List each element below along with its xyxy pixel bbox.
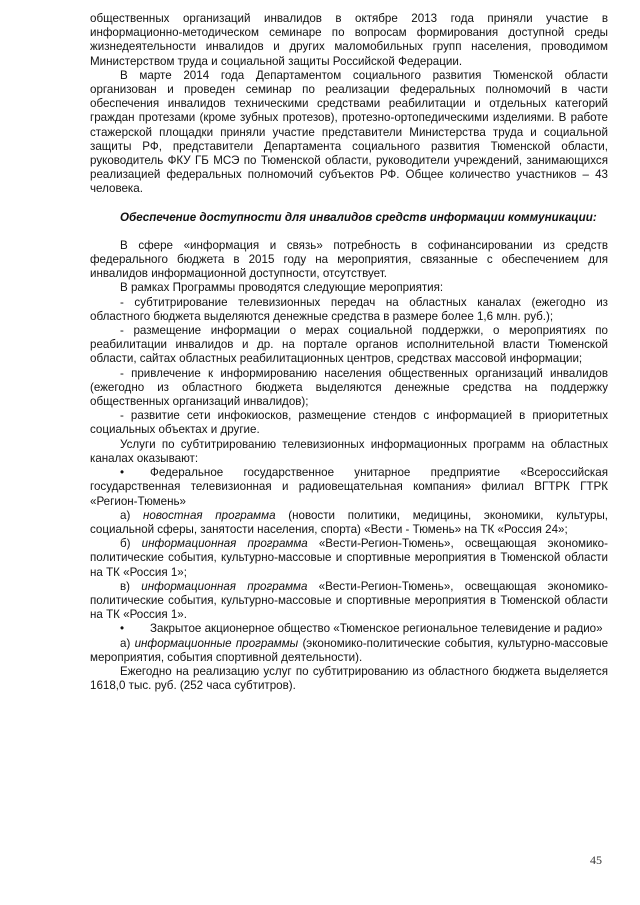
section-heading: Обеспечение доступности для инвалидов средств информации коммуникации: (120, 210, 597, 224)
paragraph-annual-funding: Ежегодно на реализацию услуг по субтитрированию из областного бюджета выделяется 1618,0 тыс. руб. (252 часа субтитров). (90, 664, 608, 693)
bullet-icon: • (120, 622, 125, 636)
bullet-icon: • (120, 466, 125, 480)
list-item-public-orgs: - привлечение к информированию населения общественных организаций инвалидов (ежегодно из областного бюджета выделяются денежные средства на поддержку общественных организаций инвалидов); (90, 366, 608, 409)
paragraph-info-sphere: В сфере «информация и связь» потребность в софинансировании из средств федерального бюджета в 2015 году на мероприятия, связанные с обеспечением для инвалидов информационной доступности, отсутствует. (90, 238, 608, 281)
item-a-prefix: а) (120, 508, 144, 522)
item-v-prefix: в) (120, 579, 142, 593)
item-a2-info (90, 637, 608, 665)
bullet-vgtrk (90, 466, 608, 509)
paragraph-subtitling-services: Услуги по субтитрированию телевизионных информационных программ на областных каналах оказывают: (90, 437, 608, 465)
item-v-info (90, 580, 608, 623)
paragraph-seminar-2013: общественных организаций инвалидов в октябре 2013 года приняли участие в информационно-методическом семинаре по вопросам формирования доступной среды жизнедеятельности инвалидов и других маломобильных групп населения, проводимом Министерством труда и социальной защиты Российской Федерации. (90, 12, 608, 68)
item-a-news (90, 509, 608, 537)
item-a-rest: (новости политики, медицины, экономики, культуры, социальной сферы, занятости населения, спорта) «Вести - Тюмень» на ТК «Россия 24»; (90, 508, 608, 536)
bullet-vgtrk-text: Федеральное государственное унитарное предприятие «Всероссийская государственная телевизионная и радиовещательная компания» филиал ВГТРК ГТРК «Регион-Тюмень» (90, 466, 608, 508)
item-v-rest: «Вести-Регион-Тюмень», освещающая экономико-политические события, культурно-массовые и спортивные мероприятия в Тюменской области на ТК «Россия 1». (90, 579, 608, 622)
item-a2-prefix: а) (120, 636, 135, 650)
paragraph-program-intro: В рамках Программы проводятся следующие мероприятия: (120, 281, 444, 295)
item-b-info (90, 537, 608, 580)
item-a2-italic: информационные программы (134, 636, 299, 650)
bullet-trtr-text: Закрытое акционерное общество «Тюменское региональное телевидение и радио» (150, 622, 603, 636)
item-a-italic: новостная программа (143, 508, 276, 522)
item-b-prefix: б) (120, 537, 142, 551)
list-item-subtitling: - субтитрирование телевизионных передач на областных каналах (ежегодно из областного бюджета выделяются денежные средства в размере более 1,6 млн. руб.); (90, 295, 608, 323)
item-v-italic: информационная программа (141, 579, 308, 593)
list-item-infokiosks: - развитие сети инфокиосков, размещение стендов с информацией в приоритетных социальных объектах и другие. (90, 409, 608, 437)
document-page (90, 12, 608, 693)
page-number: 45 (590, 853, 602, 867)
item-a2-rest: (экономико-политические события, культурно-массовые мероприятия, события спортивной деятельности). (90, 636, 609, 664)
paragraph-seminar-2014: В марте 2014 года Департаментом социального развития Тюменской области организован и проведен семинар по реализации федеральных полномочий в части обеспечения инвалидов техническими средствами реабилитации и отдельных категорий граждан протезами (кроме зубных протезов), протезно-ортопедическими изделиями. В работе стажерской площадки приняли участие представители Министерства труда и социальной защиты РФ, представители Департамента социального развития Тюменской области, руководитель ФКУ ГБ МСЭ по Тюменской области, руководители учреждений, занимающихся реализацией федеральных полномочий субъектов РФ. Общее количество участников – 43 человека. (90, 68, 608, 196)
list-item-info-placement: - размещение информации о мерах социальной поддержки, о мероприятиях по реабилитации инвалидов и др. на портале органов исполнительной власти Тюменской области, сайтах областных реабилитационных центров, средствах массовой информации; (90, 324, 608, 366)
item-b-italic: информационная программа (141, 537, 308, 551)
item-b-rest: «Вести-Регион-Тюмень», освещающая экономико-политические события, культурно-массовые и спортивные мероприятия в Тюменской области на ТК «Россия 1»; (90, 537, 608, 579)
bullet-trtr (90, 622, 608, 636)
